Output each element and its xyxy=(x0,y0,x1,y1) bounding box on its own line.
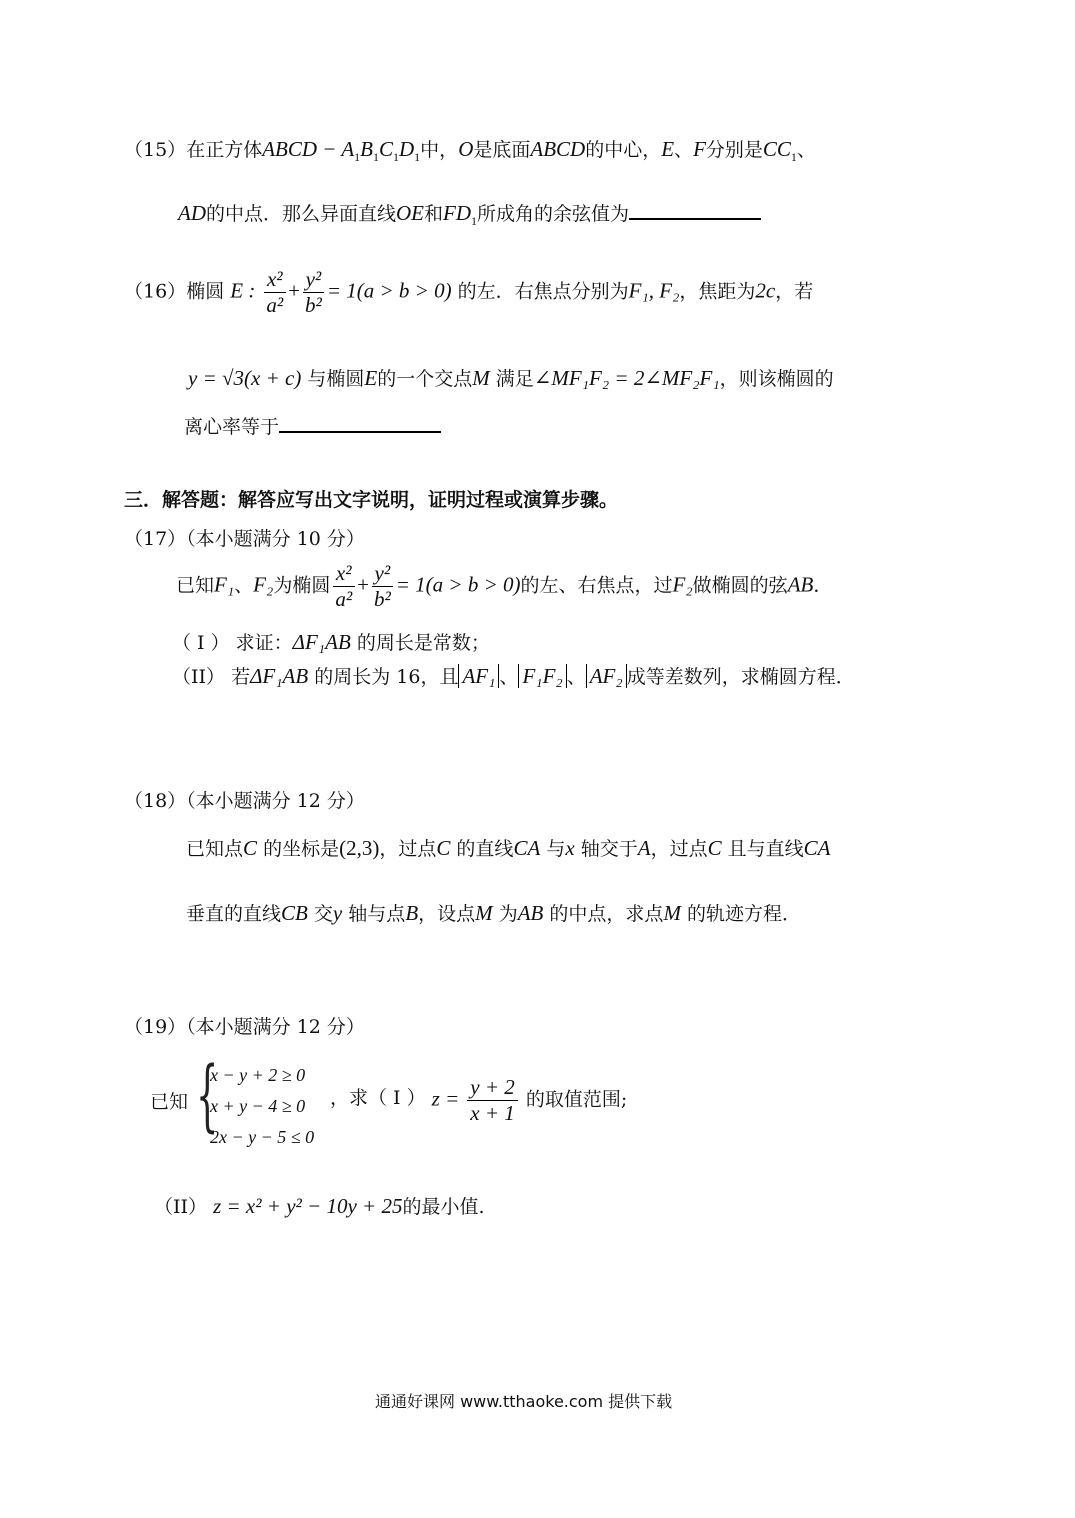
y2-over-b2-fraction: $\frac{\text{y²}}{\text{b²}}$ xyxy=(302,268,325,317)
section-3-title: 三．解答题：解答应写出文字说明，证明过程或演算步骤。 xyxy=(124,489,619,511)
inequality-3: 2x − y − 5 ≤ 0 xyxy=(210,1127,315,1147)
q15-answer-blank xyxy=(629,217,761,220)
q18-line1: 已知点C 的坐标是(2,3)，过点C 的直线CA 与x 轴交于A，过点C 且与直线CA xyxy=(186,836,831,860)
q19-given-label: 已知 xyxy=(150,1091,189,1113)
q17-part1: （ I ） 求证：ΔF₁AB 的周长是常数； xyxy=(172,630,490,654)
q19-part2: （II） z = x² + y² − 10y + 25的最小值. xyxy=(154,1194,485,1218)
q16-line1: （16）椭圆 E : $\frac{\text{x²}}{\text{a²}}$ + $\frac{\text{y²}}{\text{b²}}$ = 1(a > b > 0) 的左．右焦点分别为F₁, F₂，焦距为2c，若 xyxy=(124,267,814,318)
q16-number: （16） xyxy=(124,280,187,303)
inequality-system xyxy=(210,1060,314,1153)
q17-heading: （17）（本小题满分 10 分） xyxy=(124,528,365,550)
q15-line2: AD的中点．那么异面直线OE和$FD_1$所成角的余弦值为 xyxy=(178,201,761,229)
left-brace: { xyxy=(196,1051,219,1141)
q17-part2: （II） 若ΔF₁AB 的周长为 16，且 AF₁ 、 F₁F₂ 、 AF₂ 成等差数列，求椭圆方程． xyxy=(172,664,855,688)
q15-line1: （15）在正方体ABCD − $A_1B_1C_1D_1$中，O是底面ABCD的中心，E、F分别是$CC_1$、 xyxy=(124,137,816,165)
q16-answer-blank xyxy=(279,430,441,433)
x2-over-a2-fraction: $\frac{\text{x²}}{\text{a²}}$ xyxy=(263,268,286,317)
y-plus-2-over-x-plus-1-fraction: $\frac{y + 2}{x + 1}$ xyxy=(467,1076,518,1125)
q17-line1: 已知F₁、F₂为椭圆 $\frac{\text{x²}}{\text{a²}}$ + $\frac{\text{y²}}{\text{b²}}$ = 1(a > b > 0)的左、右焦点，过F₂做椭圆的弦AB． xyxy=(176,561,833,612)
q19-part1: ，求（ I ） z = $\frac{y + 2}{x + 1}$ 的取值范围; xyxy=(330,1075,628,1126)
inequality-1: x − y + 2 ≥ 0 xyxy=(210,1065,306,1085)
q18-heading: （18）（本小题满分 12 分） xyxy=(124,790,365,812)
inequality-2: x + y − 4 ≥ 0 xyxy=(210,1096,306,1116)
q16-line3: 离心率等于 xyxy=(184,416,441,439)
x2-over-a2-fraction: $\frac{\text{x²}}{\text{a²}}$ xyxy=(332,562,355,611)
q18-line2: 垂直的直线CB 交y 轴与点B，设点M 为AB 的中点，求点M 的轨迹方程． xyxy=(186,901,801,925)
q19-heading: （19）（本小题满分 12 分） xyxy=(124,1016,365,1038)
y2-over-b2-fraction: $\frac{\text{y²}}{\text{b²}}$ xyxy=(371,562,394,611)
q16-line2: y = √3(x + c) 与椭圆E的一个交点M 满足∠MF₁F₂ = 2∠MF₂F₁，则该椭圆的 xyxy=(188,366,834,390)
page-footer: 通通好课网 www.tthaoke.com 提供下载 xyxy=(375,1392,673,1411)
q15-number: （15） xyxy=(124,139,187,161)
